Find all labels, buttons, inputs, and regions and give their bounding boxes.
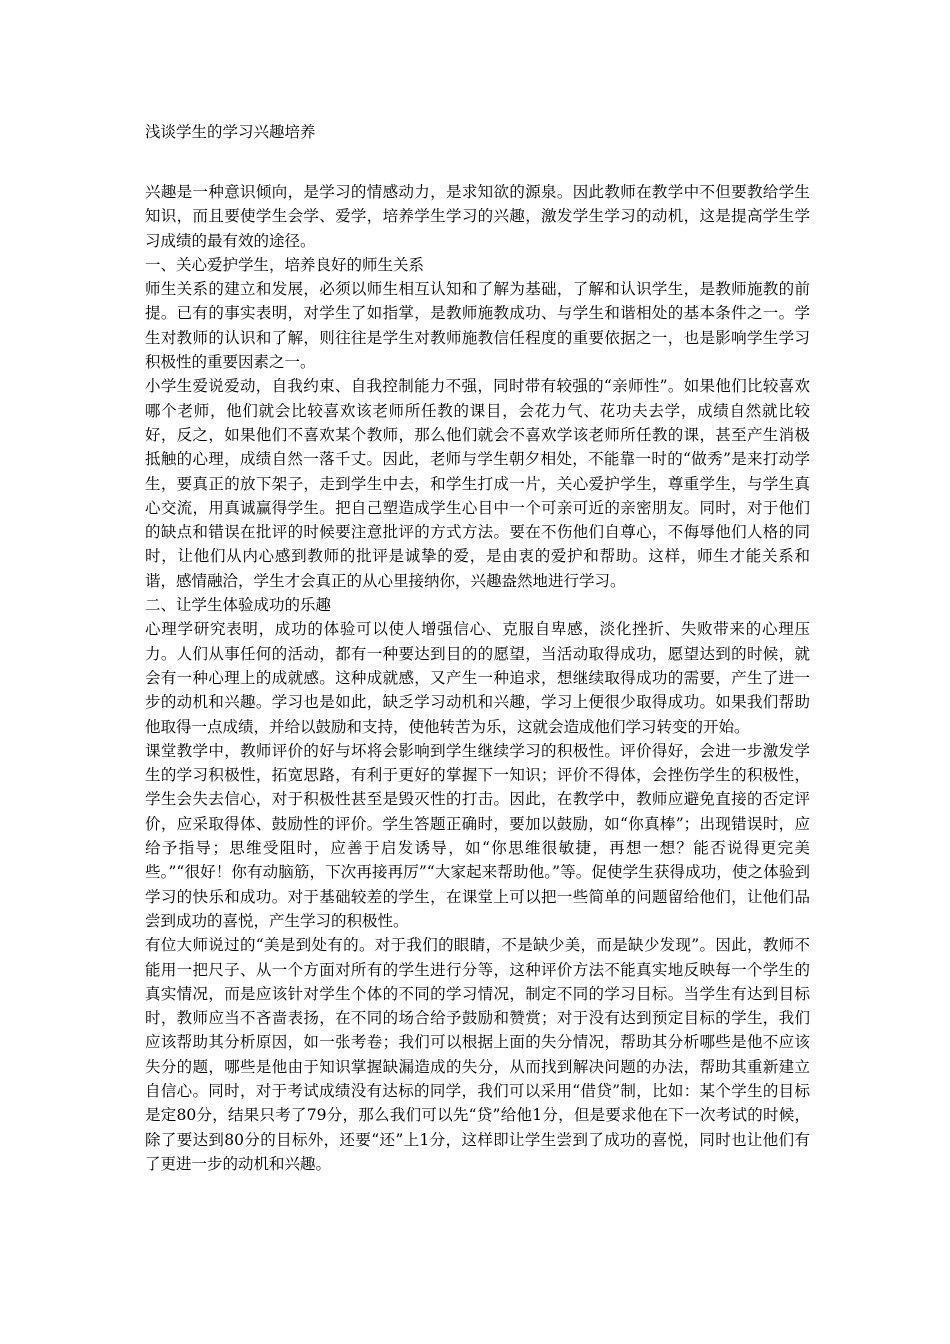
section-1-paragraph-2: 小学生爱说爱动，自我约束、自我控制能力不强，同时带有较强的“亲师性”。如果他们比较喜欢哪个老师，他们就会比较喜欢该老师所任教的课目，会花力气、花功夫去学，成绩自然就比较好，反之，如果他们不喜欢某个教师，那么他们就会不喜欢学该老师所任教的课，甚至产生消极抵触的心理，成绩自然一落千丈。因此，老师与学生朝夕相处，不能靠一时的“做秀”是来打动学生，要真正的放下架子，走到学生中去，和学生打成一片，关心爱护学生，尊重学生，与学生真心交流，用真诚赢得学生。把自己塑造成学生心目中一个可亲可近的亲密朋友。同时，对于他们的缺点和错误在批评的时候要注意批评的方式方法。要在不伤他们自尊心，不侮辱他们人格的同时，让他们从内心感到教师的批评是诚挚的爱，是由衷的爱护和帮助。这样，师生才能关系和谐，感情融洽，学生才会真正的从心里接纳你，兴趣盎然地进行学习。 bbox=[145, 377, 810, 590]
section-1-heading: 一、关心爱护学生，培养良好的师生关系 bbox=[145, 255, 425, 274]
document-page bbox=[145, 120, 810, 1176]
section-2-paragraph-1: 心理学研究表明，成功的体验可以使人增强信心、克服自卑感，淡化挫折、失败带来的心理压力。人们从事任何的活动，都有一种要达到目的的愿望，当活动取得成功，愿望达到的时候，就会有一种心理上的成就感。这种成就感，又产生一种追求，想继续取得成功的需要，产生了进一步的动机和兴趣。学习也是如此，缺乏学习动机和兴趣，学习上便很少取得成功。如果我们帮助他取得一点成绩，并给以鼓励和支持，使他转苦为乐，这就会造成他们学习转变的开始。 bbox=[145, 620, 810, 736]
section-2-paragraph-3: 有位大师说过的“美是到处有的。对于我们的眼睛，不是缺少美，而是缺少发现”。因此，教师不能用一把尺子、从一个方面对所有的学生进行分等，这种评价方法不能真实地反映每一个学生的真实情况，而是应该针对学生个体的不同的学习情况，制定不同的学习目标。当学生有达到目标时，教师应当不吝啬表扬，在不同的场合给予鼓励和赞赏；对于没有达到预定目标的学生，我们应该帮助其分析原因，如一张考卷；我们可以根据上面的失分情况，帮助其分析哪些是他不应该失分的题，哪些是他由于知识掌握缺漏造成的失分，从而找到解决问题的办法，帮助其重新建立自信心。同时，对于考试成绩没有达标的同学，我们可以采用“借贷”制，比如：某个学生的目标是定80分，结果只考了79分，那么我们可以先“贷”给他1分，但是要求他在下一次考试的时候，除了要达到80分的目标外，还要“还”上1分，这样即让学生尝到了成功的喜悦，同时也让他们有了更进一步的动机和兴趣。 bbox=[145, 936, 810, 1173]
section-1-paragraph-1: 师生关系的建立和发展，必须以师生相互认知和了解为基础，了解和认识学生，是教师施教的前提。已有的事实表明，对学生了如指掌，是教师施教成功、与学生和谐相处的基本条件之一。学生对教师的认识和了解，则往往是学生对教师施教信任程度的重要依据之一，也是影响学生学习积极性的重要因素之一。 bbox=[145, 280, 810, 372]
section-2-heading: 二、让学生体验成功的乐趣 bbox=[145, 596, 332, 615]
intro-paragraph: 兴趣是一种意识倾向，是学习的情感动力，是求知欲的源泉。因此教师在教学中不但要教给学生知识，而且要使学生会学、爱学，培养学生学习的兴趣，激发学生学习的动机，这是提高学生学习成绩的最有效的途径。 bbox=[145, 183, 810, 250]
section-2-paragraph-2: 课堂教学中，教师评价的好与坏将会影响到学生继续学习的积极性。评价得好，会进一步激发学生的学习积极性，拓宽思路，有利于更好的掌握下一知识；评价不得体，会挫伤学生的积极性，学生会失去信心，对于积极性甚至是毁灭性的打击。因此，在教学中，教师应避免直接的否定评价，应采取得体、鼓励性的评价。学生答题正确时，要加以鼓励，如“你真棒”；出现错误时，应给予指导；思维受阻时，应善于启发诱导，如“你思维很敏捷，再想一想？能否说得更完美些。”“很好！你有动脑筋，下次再接再厉”“大家起来帮助他。”等。促使学生获得成功，使之体验到学习的快乐和成功。对于基础较差的学生，在课堂上可以把一些简单的问题留给他们，让他们品尝到成功的喜悦，产生学习的积极性。 bbox=[145, 741, 810, 930]
document-title: 浅谈学生的学习兴趣培养 bbox=[145, 123, 316, 141]
